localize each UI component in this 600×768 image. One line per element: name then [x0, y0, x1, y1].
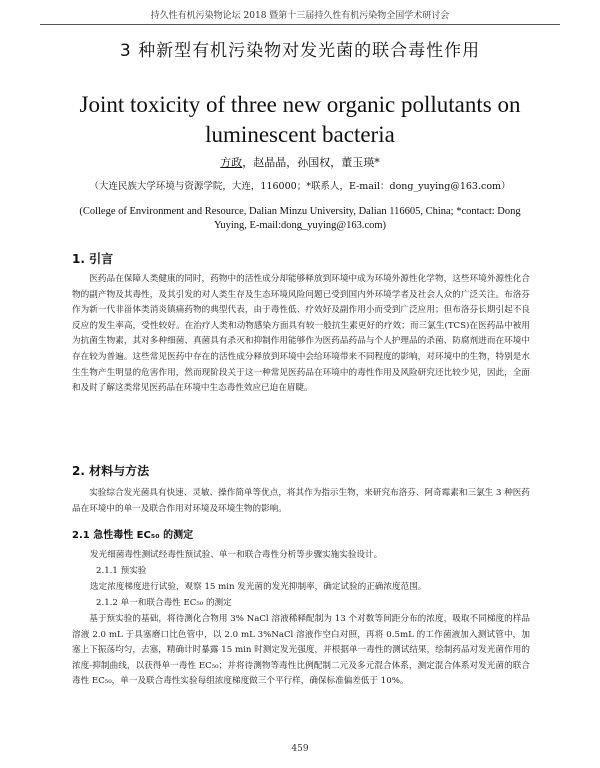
page-number: 459: [291, 744, 309, 754]
authors: [0, 154, 600, 170]
ec50-method-paragraph: 基于预实验的基础，将待测化合物用 3% NaCl 溶液稀释配制为 13 个对数等间距分布的浓度，吸取不同梯度的样品溶液 2.0 mL 于具塞磨口比色管中，以 2.0 mL 3%NaCl 溶液作空白对照，再将 0.5mL 的工作菌液加入测试管中，加塞上下振荡均匀，去塞，精确计时暴露 15 min 时测定发光强度，并根据单一毒性的测试结果，绘制药品对发光菌作用的浓度-抑制曲线，以获得单一毒性 EC₅₀；并将待测物等毒性比例配制二元及多元混合体系，测定混合体系对发光菌的联合毒性 EC₅₀，单一及联合毒性实验每组浓度梯度做三个平行样，确保标准偏差低于 10%。: [72, 614, 530, 687]
title-chinese: 3 种新型有机污染物对发光菌的联合毒性作用: [119, 41, 481, 61]
running-header: 持久性有机污染物论坛 2018 暨第十三届持久性有机污染物全国学术研讨会: [150, 11, 450, 21]
first-author: 方政: [220, 156, 243, 169]
section-heading-introduction: 1. 引言: [72, 252, 114, 266]
subsubsection-title-ec50: 2.1.2 单一和联合毒性 EC₅₀ 的测定: [96, 598, 232, 608]
subsection-heading-ec50: 2.1 急性毒性 EC₅₀ 的测定: [72, 530, 194, 541]
section-heading-methods: 2. 材料与方法: [72, 464, 150, 478]
title-english: Joint toxicity of three new organic pollutants on luminescent bacteria: [79, 92, 521, 147]
introduction-paragraph: 医药品在保障人类健康的同时，药物中的活性成分却能够释放到环境中成为环境外源性化学物，这些环境外源性化合物的副产物及其毒性，及其引发的对人类生存及生态环境风险问题已受到国内外环境学者及社会人众的广泛关注。布洛芬作为新一代非甾体类消炎镇痛药物的典型代表，由于毒性低、疗效好及副作用小而受到广泛应用；但布洛芬长期引起不良反应的发生率高，受性较好。在治疗人类和动物感染方面具有较一般抗生素更好的疗效；而三氯生(TCS)在医药品中被用为抗菌生物素，其对多种细菌、真菌具有杀灭和抑制作用能够作为医药品药品与个人护理品的杀菌、防腐剂进而在环境中存在较为普遍。这些常见医药中存在的活性成分释放到环境中会给环境带来不同程度的影响，对环境中的生物，特别是水生生物产生明显的危害作用，然而现阶段关于这一种常见医药品在环境中的毒性作用及风险研究还比较少见，因此，全面和及时了解这类常见医药品在环境中生态毒性效应已迫在眉睫。: [72, 274, 530, 394]
header-rule: [40, 24, 560, 25]
subsection-intro: 发光细菌毒性测试经毒性预试验、单一和联合毒性分析等步骤实施实验设计。: [90, 550, 383, 560]
affiliation-english: (College of Environment and Resource, Dalian Minzu University, Dalian 116605, China; *contact: Dong Yuying, E-mail:dong_yuying@163.com): [79, 206, 521, 231]
affiliation-chinese: （大连民族大学环境与资源学院，大连，116000；*联系人，E-mail：dong_yuying@163.com）: [89, 181, 511, 192]
preliminary-text: 选定浓度梯度进行试验，观察 15 min 发光菌的发光抑制率，确定试验的正确浓度范围。: [90, 582, 427, 592]
other-authors: ，赵晶晶，孙国权，董玉瑛*: [242, 156, 380, 169]
subsubsection-title-preliminary: 2.1.1 预实验: [96, 566, 147, 576]
methods-paragraph: 实验综合发光菌具有快速、灵敏、操作简单等优点，将其作为指示生物，来研究布洛芬、阿奇霉素和三氯生 3 种医药品在环境中的单一及联合作用对环境及环境生物的影响。: [72, 488, 530, 514]
